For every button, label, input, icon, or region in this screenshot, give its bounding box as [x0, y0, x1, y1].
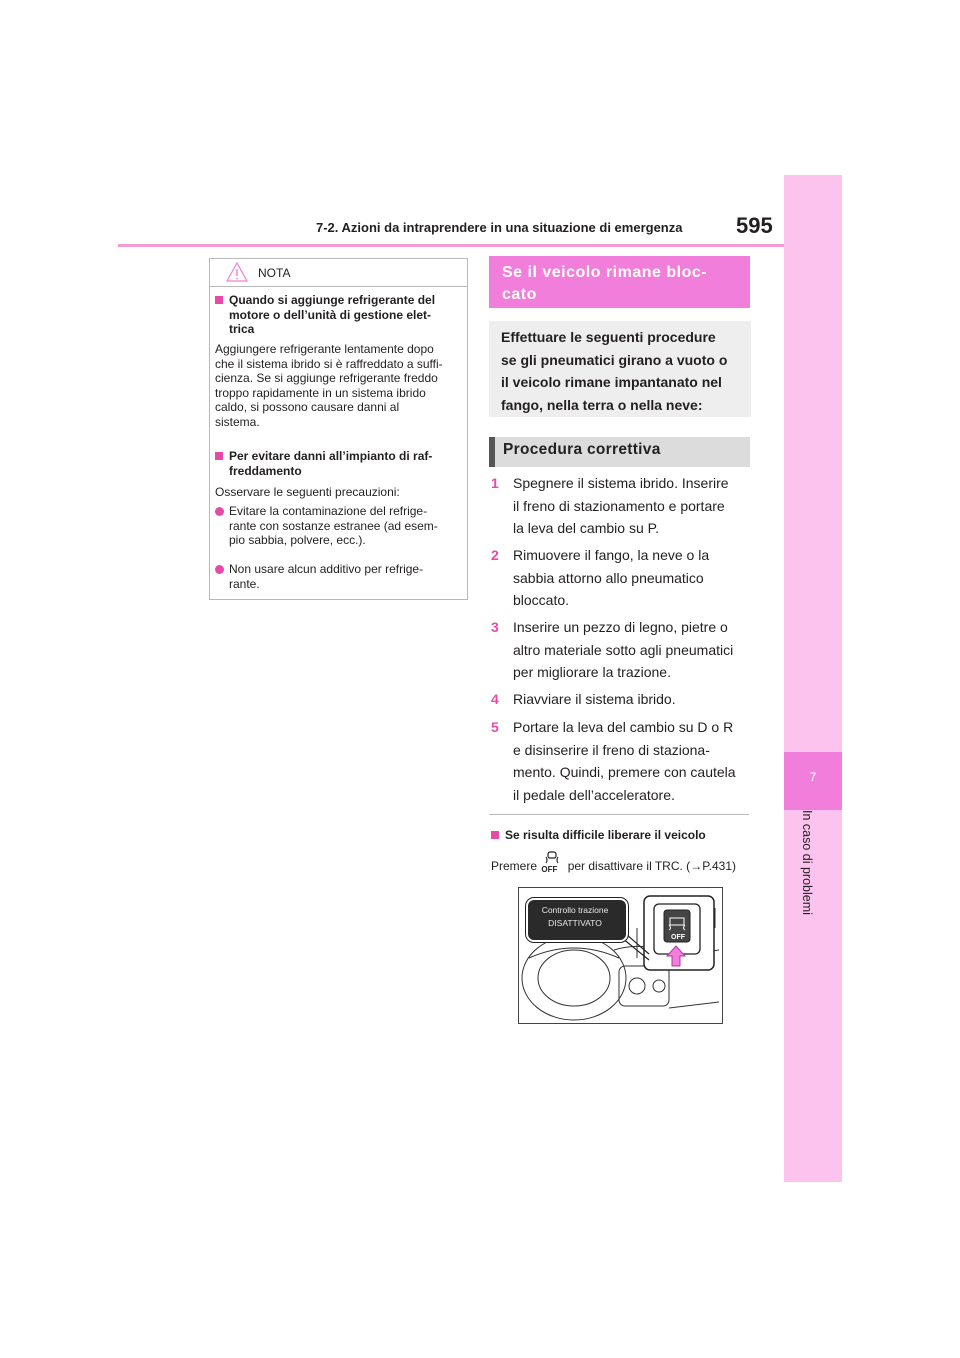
square-bullet-icon	[491, 831, 499, 839]
chapter-side-tab	[784, 175, 842, 1182]
trc-off-icon: OFF	[540, 856, 564, 878]
subsection-divider	[489, 814, 749, 815]
notice-title: NOTA	[258, 266, 291, 280]
subsection-heading: Se risulta difficile liberare il veicolo	[491, 828, 706, 842]
circle-bullet-icon	[215, 507, 224, 516]
notice-heading-1: Quando si aggiunge refrigerante del motore o dell’unità di gestione elet- trica	[215, 293, 465, 337]
procedure-step-3: 3 Inserire un pezzo di legno, pietre o altro materiale sotto agli pneumatici per migliorare la trazione.	[491, 619, 734, 680]
chapter-title: In caso di problemi	[800, 810, 814, 915]
circle-bullet-icon	[215, 565, 224, 574]
section-heading-bar	[489, 437, 495, 467]
notice-divider	[209, 286, 468, 287]
display-line-2: DISATTIVATO	[548, 918, 602, 928]
procedure-step-4: 4 Riavviare il sistema ibrido.	[491, 691, 676, 707]
notice-body-1: Aggiungere refrigerante lentamente dopo che il sistema ibrido si è raffreddato a suffi- cienza. Se si aggiunge refrigerante freddo troppo rapidamente in un sistema ibrido caldo, si possono causare danni al sistema.	[215, 342, 443, 429]
notice-body-2: Osservare le seguenti precauzioni:	[215, 485, 400, 499]
subsection-text: Premere OFF per disattivare il TRC. (→P.431)	[491, 856, 736, 878]
procedure-step-1: 1 Spegnere il sistema ibrido. Inserire il freno di stazionamento e portare la leva del cambio su P.	[491, 475, 729, 536]
square-bullet-icon	[215, 452, 223, 460]
section-heading-stuck: Se il veicolo rimane bloc- cato	[502, 264, 708, 303]
display-line-1: Controllo trazione	[541, 905, 609, 915]
chapter-number: 7	[809, 770, 817, 784]
square-bullet-icon	[215, 296, 223, 304]
section-heading-procedure: Procedura correttiva	[503, 441, 661, 458]
notice-bullet-2: Non usare alcun additivo per refrige- rante.	[215, 562, 465, 591]
page-header-title: 7-2. Azioni da intraprendere in una situazione di emergenza	[316, 220, 683, 235]
page-number: 595	[736, 213, 773, 238]
svg-text:OFF: OFF	[671, 934, 685, 941]
procedure-step-2: 2 Rimuovere il fango, la neve o la sabbia attorno allo pneumatico bloccato.	[491, 547, 710, 608]
warning-icon	[226, 262, 248, 282]
procedure-step-5: 5 Portare la leva del cambio su D o R e disinserire il freno di staziona- mento. Quindi, premere con cautela il pedale dell’acceleratore.	[491, 719, 736, 803]
notice-bullet-1: Evitare la contaminazione del refrige- rante con sostanze estranee (ad esem- pio sabbia, polvere, ecc.).	[215, 504, 465, 548]
intro-text: Effettuare le seguenti procedure se gli pneumatici girano a vuoto o il veicolo rimane impantanato nel fango, nella terra o nella neve:	[501, 329, 728, 413]
notice-heading-2: Per evitare danni all’impianto di raf- freddamento	[215, 449, 465, 478]
header-divider	[118, 244, 784, 247]
